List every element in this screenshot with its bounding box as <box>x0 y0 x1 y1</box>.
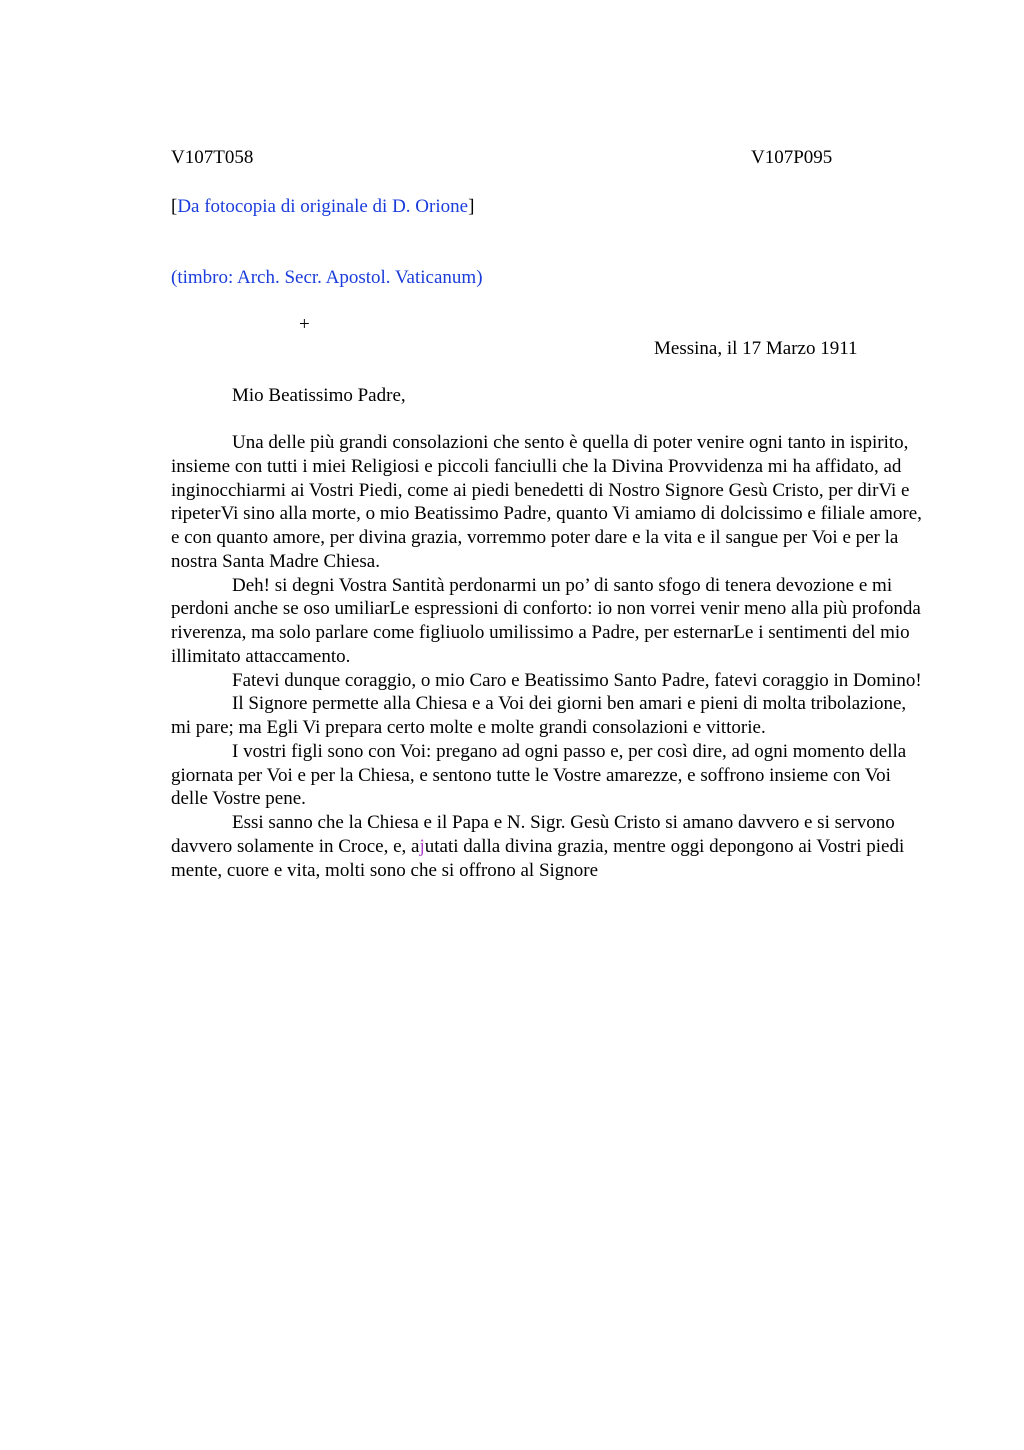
source-note-open-bracket: [ <box>171 196 178 217</box>
page-code-right: V107P095 <box>751 147 833 168</box>
source-note-text: Da fotocopia di originale di D. Orione <box>177 196 469 217</box>
place-date: Messina, il 17 Marzo 1911 <box>654 338 858 359</box>
cross-symbol: + <box>299 314 310 335</box>
document-code-left: V107T058 <box>171 147 254 168</box>
paragraph-text: Fatevi dunque coraggio, o mio Caro e Beatissimo Santo Padre, fatevi coraggio in Domino! <box>232 669 922 691</box>
paragraph <box>171 669 929 693</box>
paragraph-text: Una delle più grandi consolazioni che sento è quella di poter venire ogni tanto in ispirito, insieme con tutti i miei Religiosi e piccoli fanciulli che la Divina Provvidenza mi ha affidato, ad inginocchiarmi ai Vostri Piedi, come ai piedi benedetti di Nostro Signore Gesù Cristo, per dirVi e ripeterVi sino alla morte, o mio Beatissimo Padre, quanto Vi amiamo di dolcissimo e filiale amore, e con quanto amore, per divina grazia, vorremmo poter dare e la vita e il sangue per Voi e per la nostra Santa Madre Chiesa. <box>171 432 922 572</box>
letter-body <box>171 431 929 882</box>
highlighted-letter: j <box>419 835 425 857</box>
paragraph <box>171 692 929 740</box>
source-note <box>171 195 474 219</box>
paragraph-text: I vostri figli sono con Voi: pregano ad ogni passo e, per così dire, ad ogni momento della giornata per Voi e per la Chiesa, e sentono tutte le Vostre amarezze, e soffrono insieme con Voi delle Vostre pene. <box>171 740 907 810</box>
paragraph-text: Deh! si degni Vostra Santità perdonarmi un po’ di santo sfogo di tenera devozione e mi perdoni anche se oso umiliarLe espressioni di conforto: io non vorrei venir meno alla più profonda riverenza, ma solo parlare come figliuolo umilissimo a Padre, per esternarLe i sentimenti del mio illimitato attaccamento. <box>171 574 921 667</box>
paragraph <box>171 740 929 811</box>
paragraph-text: Il Signore permette alla Chiesa e a Voi dei giorni ben amari e pieni di molta tribolazione, mi pare; ma Egli Vi prepara certo molte e molte grandi consolazioni e vittorie. <box>171 693 907 738</box>
paragraph <box>171 431 929 574</box>
paragraph <box>171 574 929 669</box>
salutation: Mio Beatissimo Padre, <box>232 385 406 406</box>
source-note-close-bracket: ] <box>468 196 475 217</box>
stamp-note: (timbro: Arch. Secr. Apostol. Vaticanum) <box>171 267 483 288</box>
paragraph-last <box>171 811 929 882</box>
paragraph-text-before: Essi sanno che la Chiesa e il Papa e N. Sigr. Gesù Cristo si amano davvero e si servono davvero solamente in Croce, e, a <box>171 812 895 857</box>
paragraph-text-after: utati dalla divina grazia, mentre oggi depongono ai Vostri piedi mente, cuore e vita, molti sono che si offrono al Signore <box>171 835 905 881</box>
